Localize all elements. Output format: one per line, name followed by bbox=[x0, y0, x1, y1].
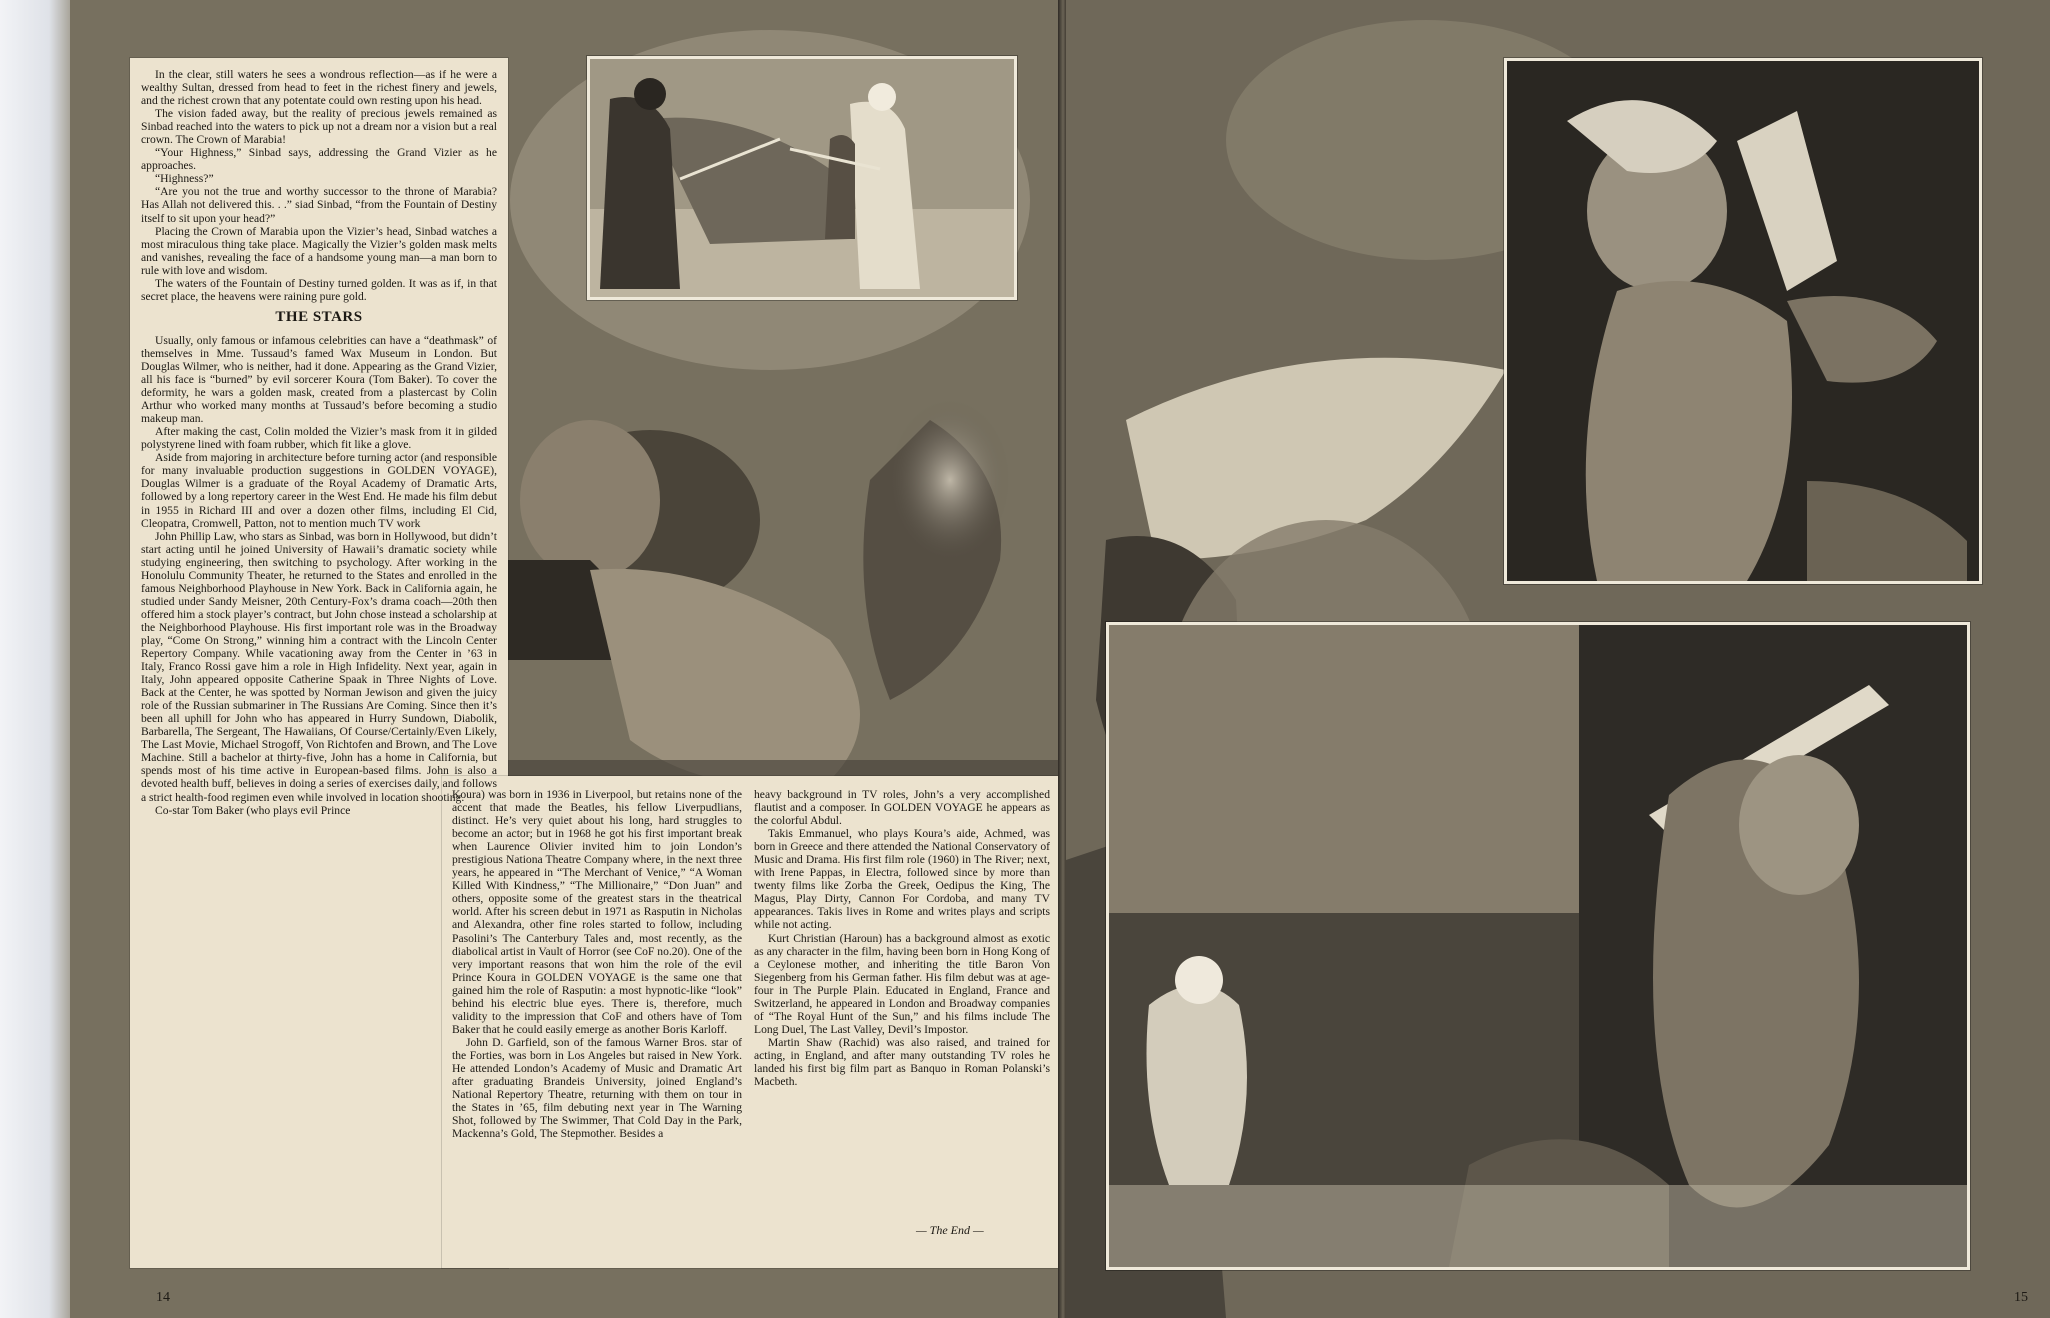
col1-stars-paragraph: John Phillip Law, who stars as Sinbad, was born in Hollywood, but didn’t start acting until he joined University of Hawaii’s dramatic society while studying engineering, then switching to psychology. After working in the Honolulu Community Theater, he returned to the States and enrolled in the famous Neighborhood Playhouse in New York. Back in California again, he studied under Sandy Meisner, 20th Century-Fox’s drama coach—20th then offered him a stock player’s contract, but John chose instead a scholarship at the Neighborhood Playhouse. His first important role was in the Broadway play, “Come On Strong,” winning him a contract with the Lincoln Center Repertory Company. While vacationing away from the Center in ’63 in Italy, Franco Rossi gave him a role in High Infidelity. Next year, again in Italy, John appeared opposite Catherine Spaak in Three Nights of Love. Back at the Center, he was spotted by Norman Jewison and given the juicy role of the Russian submariner in The Russians Are Coming. Since then it’s been all uphill for John who has appeared in Hurry Sundown, Diabolik, Barbarella, The Sergeant, The Hawaiians, Of Course/Certainly/Even Likely, The Last Movie, Michael Strogoff, Von Richtofen and Brown, and The Love Machine. Still a bachelor at thirty-five, John has a home in California, but spends most of his time active in European-based films. John is also a devoted health buff, believes in doing a series of exercises daily, and follows a strict health-food regimen even while involved in location shooting. bbox=[141, 529, 497, 804]
scan-edge bbox=[0, 0, 70, 1318]
col1-stars-paragraph: After making the cast, Colin molded the Vizier’s mask from it in gilded polystyrene lined with foam rubber, which fit like a glove. bbox=[141, 425, 497, 452]
left-page bbox=[70, 0, 1060, 1318]
col3-paragraph: heavy background in TV roles, John’s a very accomplished flautist and a composer. In GOLDEN VOYAGE he appears as the colorful Abdul. bbox=[754, 788, 1050, 828]
col1-stars-paragraph: Aside from majoring in architecture before turning actor (and responsible for many invaluable production suggestions in GOLDEN VOYAGE), Douglas Wilmer is a graduate of the Royal Academy of Dramatic Arts, followed by a long repertory career in the West End. He made his film debut in 1955 in Richard III and over a dozen other films, including El Cid, Cleopatra, Cromwell, Patton, not to mention much TV work bbox=[141, 451, 497, 530]
col3-paragraph: Takis Emmanuel, who plays Koura’s aide, Achmed, was born in Greece and there attended the National Conservatory of Music and Drama. His first film role (1960) in The River; next, with Irene Pappas, in Electra, followed since by more than twenty films like Zorba the Greek, Oedipus the King, The Magus, Play Dirty, Cannon For Cordoba, and many TV appearances. Takis lives in Rome and writes plays and scripts while not acting. bbox=[754, 827, 1050, 932]
col1-paragraph: The waters of the Fountain of Destiny turned golden. It was as if, in that secret place, the heavens were raining pure gold. bbox=[141, 276, 497, 303]
article-column-2 bbox=[452, 788, 742, 1260]
right-page bbox=[1066, 0, 2050, 1318]
col1-paragraph: “Highness?” bbox=[155, 172, 214, 186]
swordfight-still bbox=[587, 56, 1017, 300]
section-heading: THE STARS bbox=[275, 308, 363, 325]
article-column-1 bbox=[141, 68, 497, 1264]
page-number-right: 15 bbox=[2014, 1290, 2028, 1305]
col1-paragraph: “Are you not the true and worthy successor to the throne of Marabia? Has Allah not delivered this. . .” siad Sinbad, “from the Fountain of Destiny itself to sit upon your head?” bbox=[141, 185, 497, 225]
col2-paragraph: John D. Garfield, son of the famous Warner Bros. star of the Forties, was born in Los Angeles but raised in New York. He attended London’s Academy of Music and Dramatic Art after graduating Brandeis University, joined England’s National Repertory Theatre, returning with them on tour in the States in ’65, film debuting next year in The Warning Shot, followed by The Swimmer, That Cold Day in the Park, Mackenna’s Gold, The Stepmother. Besides a bbox=[452, 1035, 742, 1141]
monster-club-still bbox=[1504, 58, 1982, 584]
col1-paragraph: In the clear, still waters he sees a wondrous reflection—as if he were a wealthy Sultan, dressed from head to feet in the richest finery and jewels, and the richest crown that any potentate could own resting upon his head. bbox=[141, 68, 497, 108]
col1-stars-paragraph: Co-star Tom Baker (who plays evil Prince bbox=[155, 803, 351, 817]
end-mark: — The End — bbox=[916, 1223, 984, 1237]
col1-paragraph: “Your Highness,” Sinbad says, addressing the Grand Vizier as he approaches. bbox=[141, 146, 497, 173]
col3-paragraph: Martin Shaw (Rachid) was also raised, and trained for acting, in England, and after many outstanding TV roles he landed his first big film part as Banquo in Roman Polanski’s Macbeth. bbox=[754, 1035, 1050, 1089]
article-column-3 bbox=[754, 788, 1050, 1228]
col3-paragraph: Kurt Christian (Haroun) has a background almost as exotic as any character in the film, having been born in Hong Kong of a Ceylonese mother, and inheriting the title Baron Von Siegenberg from his German father. His film debut was at age-four in The Purple Plain. Educated in England, France and Switzerland, he appeared in London and Broadway companies of “The Royal Hunt of the Sun,” and his films include The Long Duel, The Last Valley, Devil’s Impostor. bbox=[754, 931, 1050, 1036]
col1-paragraph: The vision faded away, but the reality of precious jewels remained as Sinbad reached into the waters to pick up not a dream nor a vision but a real crown. The Crown of Marabia! bbox=[141, 107, 497, 147]
col1-stars-paragraph: Usually, only famous or infamous celebrities can have a “deathmask” of themselves in Mme. Tussaud’s famed Wax Museum in London. But Douglas Wilmer, who is neither, had it done. Appearing as the Grand Vizier, all his face is “burned” by evil sorcerer Koura (Tom Baker). To cover the deformity, he wars a golden mask, created from a plastercast by Colin Arthur who worked many months at Tussaud’s before becoming a studio makeup man. bbox=[141, 333, 497, 426]
col1-paragraph: Placing the Crown of Marabia upon the Vizier’s head, Sinbad watches a most miraculous thing take place. Magically the Vizier’s golden mask melts and vanishes, revealing the face of a handsome young man—a man born to rule with love and wisdom. bbox=[141, 224, 497, 277]
monster-attack-still bbox=[1106, 622, 1970, 1270]
col2-paragraph: Koura) was born in 1936 in Liverpool, but retains none of the accent that made the Beatles, his fellow Liverpudlians, distinct. He’s very quiet about his long, hard struggles to become an actor; but in 1968 he got his first important break when Laurence Olivier invited him to join London’s prestigious Nationa Theatre Company where, in the next three years, he appeared in “The Merchant of Venice,” “A Woman Killed With Kindness,” “The Millionaire,” “Don Juan” and others, opposite some of the greatest stars in the theatrical world. After his screen debut in 1971 as Rasputin in Nicholas and Alexandra, other fine roles started to follow, including Pasolini’s The Canterbury Tales and, most recently, as the diabolical artist in Vault of Horror (see CoF no.20). One of the very important reasons that won him the role of the evil Prince Koura in GOLDEN VOYAGE is the same one that gained him the role of Rasputin: a most hypnotic-like “look” behind his electric blue eyes. There is, therefore, much validity to the impression that CoF and others have of Tom Baker that he could easily emerge as another Boris Karloff. bbox=[452, 788, 742, 1036]
page-number-left: 14 bbox=[156, 1290, 170, 1305]
